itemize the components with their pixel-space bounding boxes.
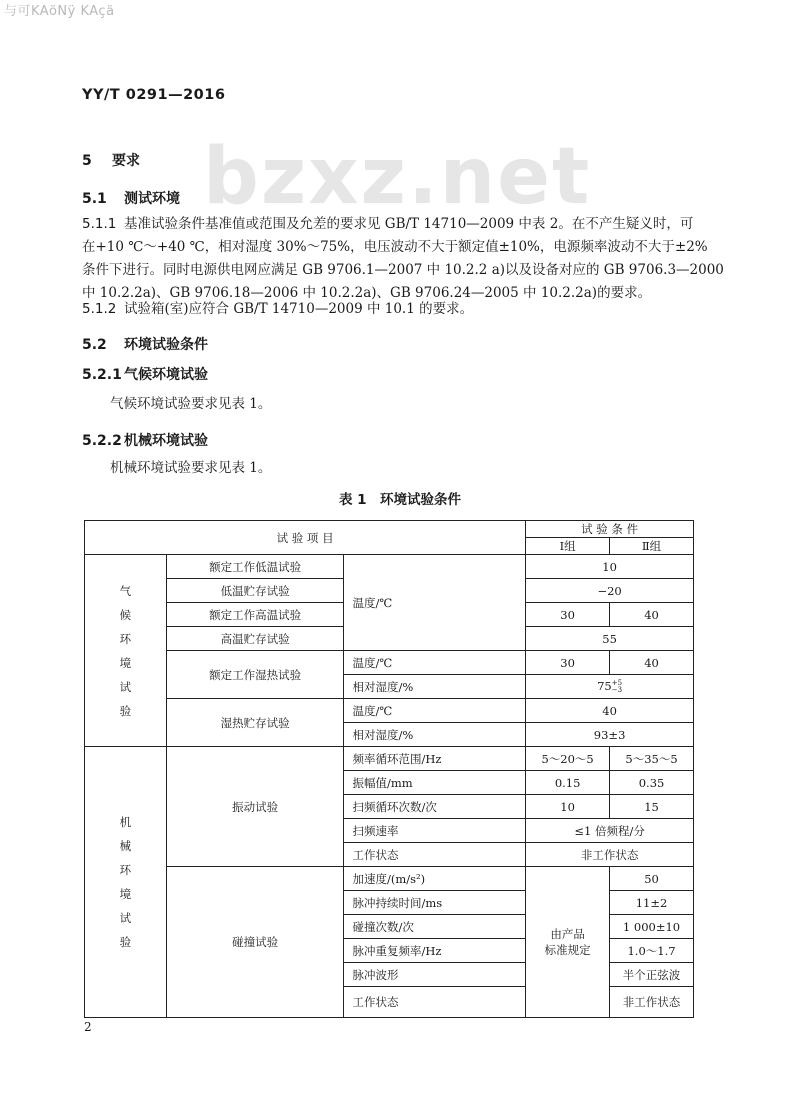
climate-group-label — [85, 555, 167, 747]
test-name: 额定工作湿热试验 — [166, 651, 344, 699]
header-watermark: 与可KAöNÿ KAçä — [4, 4, 115, 19]
section-title: 要求 — [112, 153, 140, 169]
section-number: 5 — [82, 153, 92, 169]
section-5-heading — [82, 150, 140, 170]
clause-number: 5.1.2 — [82, 301, 117, 317]
test-name: 低温贮存试验 — [166, 579, 344, 603]
group-char: 候 — [119, 607, 132, 622]
spec-line: 由产品 — [550, 927, 585, 941]
section-number: 5.2 — [82, 337, 107, 353]
param-value: 55 — [526, 627, 694, 651]
clause-line: 基准试验条件基准值或范围及允差的要求见 GB/T 14710—2009 中表 2。在不产生疑义时，可 — [124, 216, 694, 232]
param-name: 振幅值/mm — [344, 771, 526, 795]
param-value-g1: 10 — [526, 795, 610, 819]
param-value: 40 — [526, 699, 694, 723]
param-name: 温度/℃ — [344, 651, 526, 675]
section-title: 环境试验条件 — [124, 337, 208, 353]
group-char: 试 — [119, 679, 132, 694]
param-value-g1: 30 — [526, 603, 610, 627]
param-name: 加速度/(m/s²) — [344, 867, 526, 891]
page-number: 2 — [84, 1020, 92, 1034]
test-name: 额定工作高温试验 — [166, 603, 344, 627]
param-value: −20 — [526, 579, 694, 603]
param-value-g2: 50 — [610, 867, 694, 891]
header-test-item: 试 验 项 目 — [85, 521, 526, 555]
param-value: 10 — [526, 555, 694, 579]
group-1-spec — [526, 867, 610, 1018]
param-name: 脉冲重复频率/Hz — [344, 939, 526, 963]
group-char: 试 — [119, 911, 132, 925]
test-name: 额定工作低温试验 — [166, 555, 344, 579]
section-title: 气候环境试验 — [124, 367, 208, 383]
param-name: 扫频速率 — [344, 819, 526, 843]
param-name: 温度/℃ — [344, 699, 526, 723]
clause-number: 5.1.1 — [82, 216, 117, 232]
mechanical-group-label — [85, 747, 167, 1018]
table-row — [85, 651, 694, 675]
param-name: 频率循环范围/Hz — [344, 747, 526, 771]
section-number: 5.2.2 — [82, 433, 122, 449]
section-5-1-heading — [82, 188, 180, 208]
group-char: 气 — [119, 583, 132, 598]
group-char: 境 — [119, 655, 132, 670]
table-row — [85, 747, 694, 771]
rh-base: 75 — [597, 679, 612, 693]
clause-5-2-1-body: 气候环境试验要求见表 1。 — [110, 396, 272, 412]
section-title: 机械环境试验 — [124, 433, 208, 449]
param-value-g2: 0.35 — [610, 771, 694, 795]
section-5-2-heading — [82, 334, 208, 354]
group-char: 械 — [119, 839, 132, 853]
group-char: 验 — [119, 935, 132, 949]
param-value-g2: 5～35～5 — [610, 747, 694, 771]
param-value-g2: 半个正弦波 — [610, 963, 694, 987]
param-value — [526, 675, 694, 699]
param-value-g2: 40 — [610, 651, 694, 675]
rh-upper: +5 — [611, 679, 623, 687]
table-header-row — [85, 521, 694, 538]
site-watermark: bzxz.net — [203, 132, 592, 222]
param-value-g2: 15 — [610, 795, 694, 819]
environment-test-table — [84, 520, 694, 1018]
group-char: 验 — [119, 703, 132, 718]
group-char: 环 — [119, 863, 132, 877]
param-name: 扫频循环次数/次 — [344, 795, 526, 819]
param-value: 93±3 — [526, 723, 694, 747]
param-name: 脉冲持续时间/ms — [344, 891, 526, 915]
param-value-g2: 非工作状态 — [610, 987, 694, 1018]
param-value-g1: 30 — [526, 651, 610, 675]
table-row — [85, 555, 694, 579]
section-number: 5.1 — [82, 191, 107, 207]
clause-5-2-2-body: 机械环境试验要求见表 1。 — [110, 460, 272, 476]
rh-tolerance — [612, 680, 622, 694]
param-value-g1: 0.15 — [526, 771, 610, 795]
spec-line: 标准规定 — [544, 943, 591, 957]
test-name: 碰撞试验 — [166, 867, 344, 1018]
clause-5-1-2 — [82, 298, 473, 321]
group-char: 机 — [119, 815, 132, 829]
header-group-1: Ⅰ组 — [526, 538, 610, 555]
header-test-conditions: 试 验 条 件 — [526, 521, 694, 538]
standard-number: YY/T 0291—2016 — [82, 87, 226, 103]
param-name: 碰撞次数/次 — [344, 915, 526, 939]
test-name: 湿热贮存试验 — [166, 699, 344, 747]
param-value-g2: 40 — [610, 603, 694, 627]
clause-line: 中 10.2.2a)、GB 9706.18—2006 中 10.2.2a)、GB 9706.24—2005 中 10.2.2a)的要求。 — [82, 285, 652, 301]
param-name: 脉冲波形 — [344, 963, 526, 987]
clause-line: 在+10 ℃～+40 ℃，相对湿度 30%～75%，电压波动不大于额定值±10%，电源频率波动不大于±2% — [82, 239, 708, 255]
param-value-g2: 1 000±10 — [610, 915, 694, 939]
param-value-g2: 11±2 — [610, 891, 694, 915]
param-value-g1: 5～20～5 — [526, 747, 610, 771]
rh-lower: −3 — [611, 686, 623, 694]
table-row — [85, 699, 694, 723]
group-char: 环 — [119, 631, 132, 646]
clause-line: 条件下进行。同时电源供电网应满足 GB 9706.1—2007 中 10.2.2 a)以及设备对应的 GB 9706.3—2000 — [82, 262, 724, 278]
group-char: 境 — [119, 887, 132, 901]
param-name: 工作状态 — [344, 843, 526, 867]
table-caption: 表 1 环境试验条件 — [338, 492, 462, 508]
test-name: 高温贮存试验 — [166, 627, 344, 651]
section-5-2-2-heading — [82, 430, 208, 450]
param-name: 工作状态 — [344, 987, 526, 1018]
section-title: 测试环境 — [124, 191, 180, 207]
section-number: 5.2.1 — [82, 367, 122, 383]
clause-5-1-1 — [82, 213, 724, 305]
param-name: 温度/℃ — [344, 555, 526, 651]
param-value: ≤1 倍频程/分 — [526, 819, 694, 843]
param-name: 相对湿度/% — [344, 675, 526, 699]
table-row — [85, 867, 694, 891]
param-name: 相对湿度/% — [344, 723, 526, 747]
clause-text: 试验箱(室)应符合 GB/T 14710—2009 中 10.1 的要求。 — [124, 301, 474, 317]
section-5-2-1-heading — [82, 364, 208, 384]
param-value: 非工作状态 — [526, 843, 694, 867]
test-name: 振动试验 — [166, 747, 344, 867]
header-group-2: Ⅱ组 — [610, 538, 694, 555]
param-value-g2: 1.0～1.7 — [610, 939, 694, 963]
